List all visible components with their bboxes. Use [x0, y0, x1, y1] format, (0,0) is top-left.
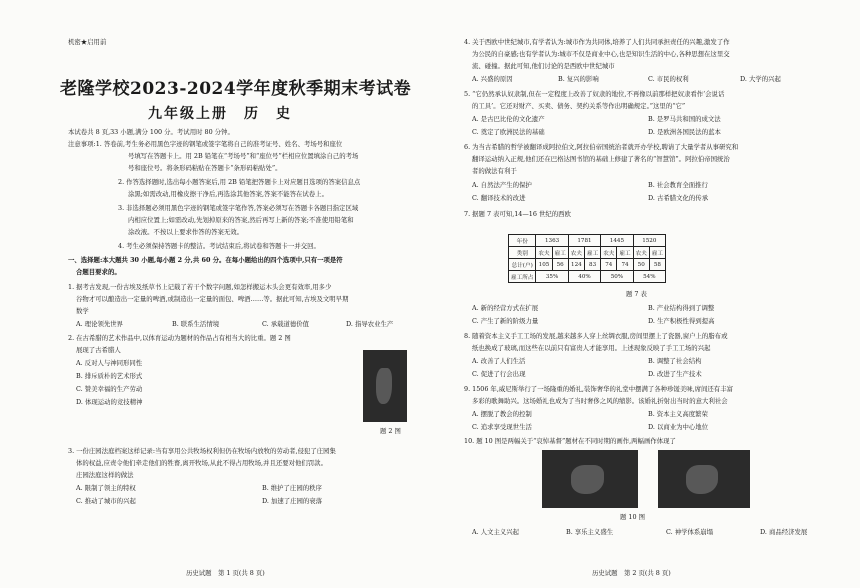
- q2-option-a: A. 反对人与神同形同性: [76, 359, 143, 367]
- table-header-cell: 类别: [509, 247, 536, 259]
- q4-stem: 4. 关于西欧中世纪城市,有学者认为:城市作为共同体,培养了人们共同承担责任的兴趣,激发了作: [464, 38, 730, 46]
- q1-option-a: A. 理论领先世界: [76, 320, 124, 328]
- table-total-cell: 74: [617, 259, 633, 271]
- q4-stem: 流、碰撞。据此可知,他们讨论的是西欧中世纪城市: [472, 62, 615, 70]
- page-footer: 历史试题 第 2 页(共 8 页): [592, 569, 671, 577]
- intro-line: 本试卷共 8 页,33 小题,满分 100 分。考试用时 80 分钟。: [68, 128, 234, 136]
- q7-table: [508, 234, 666, 283]
- q10-option-a: A. 人文主义兴起: [472, 528, 520, 536]
- table-ratio-cell: 40%: [568, 271, 600, 283]
- q9-stem: 多彩的歌舞助兴。这场婚礼也成为了当时奢侈之风的缩影。该婚礼折射出当时的意大利社会: [472, 397, 728, 405]
- section-heading: 合题目要求的。: [76, 268, 121, 276]
- q3-option-d: D. 加速了庄园的衰落: [262, 497, 323, 505]
- notice-line: 注意事项:1. 答卷前,考生务必用黑色字迹的钢笔或签字笔将自己的准考证号、姓名、考场号和座位: [68, 140, 343, 148]
- q4-option-c: C. 市民的权利: [648, 75, 689, 83]
- notice-line: 4. 考生必须保持答题卡的整洁。考试结束后,将试卷和答题卡一并交回。: [118, 242, 320, 250]
- table-type-cell: 雇工: [649, 247, 665, 259]
- exam-subtitle: 九年级上册 历 史: [148, 106, 292, 122]
- q5-option-a: A. 是古巴比伦的文化遗产: [472, 115, 545, 123]
- notice-line: 内相应位置上;如需改动,先划掉原来的答案,然后再写上新的答案;不准使用铅笔和: [128, 216, 354, 224]
- q1-option-c: C. 承载道德价值: [262, 320, 310, 328]
- q4-option-d: D. 大学的兴起: [740, 75, 781, 83]
- q10-option-c: C. 神学体系崩塌: [666, 528, 714, 536]
- table-header-cell: 总计(户): [509, 259, 536, 271]
- q5-stem: 5. “它仍然承认奴隶制,但在一定程度上改善了奴隶的地位,不再像以前那样把奴隶看作‘会说话: [464, 90, 725, 98]
- table-total-cell: 74: [601, 259, 617, 271]
- q9-stem: 9. 1506 年,威尼斯举行了一场隆重的婚礼,装饰奢华的礼堂中摆满了各种珍馐美味,席间还有丰富: [464, 385, 733, 393]
- q7-option-d: D. 生产积极性得到提高: [648, 317, 715, 325]
- page-footer: 历史试题 第 1 页(共 8 页): [186, 569, 265, 577]
- q2-stem: 2. 在古希腊的艺术作品中,以体育运动为题材的作品占有相当大的比重。题 2 图: [68, 334, 291, 342]
- q9-option-c: C. 追求享受现世生活: [472, 423, 532, 431]
- q7-option-a: A. 新的经营方式在扩展: [472, 304, 539, 312]
- notice-line: 号和座位号。将条形码粘贴在答题卡“条形码粘贴处”。: [128, 164, 282, 172]
- q2-option-b: B. 排斥质朴的艺术形式: [76, 372, 143, 380]
- table-total-cell: 58: [649, 259, 665, 271]
- q8-stem: 8. 随着资本主义手工工场的发展,越来越多人穿上丝绸衣服,房间里摆上了瓷器,窗户上的脂布或: [464, 332, 728, 340]
- q3-option-c: C. 推动了城市的兴起: [76, 497, 136, 505]
- q6-stem: 翻译运动纳入正规,他们还在巴格达图书馆的基础上修建了著名的“智慧馆”。阿拉伯帝国统治: [472, 155, 730, 163]
- q8-option-c: C. 促进了行会出现: [472, 370, 526, 378]
- q6-option-c: C. 翻译技术的改进: [472, 194, 526, 202]
- q7-option-b: B. 产业结构得到了调整: [648, 304, 715, 312]
- q3-option-b: B. 维护了庄园的秩序: [262, 484, 322, 492]
- table-year-cell: 1781: [568, 235, 600, 247]
- q8-option-b: B. 调整了社会结构: [648, 357, 702, 365]
- notice-line: 涂黑;如需改动,用橡皮擦干净后,再选涂其他答案,答案不能答在试卷上。: [128, 190, 328, 198]
- q2-image: [363, 350, 407, 422]
- q5-option-d: D. 是欧洲各国民法的蓝本: [648, 128, 721, 136]
- q10-option-d: D. 商品经济发展: [760, 528, 808, 536]
- q2-option-c: C. 赞美幸福的生产劳动: [76, 385, 143, 393]
- q6-option-d: D. 古希腊文化的传承: [648, 194, 709, 202]
- q4-option-a: A. 兴盛的原因: [472, 75, 513, 83]
- table-type-cell: 雇工: [585, 247, 601, 259]
- table-total-cell: 105: [536, 259, 552, 271]
- table-type-cell: 雇工: [617, 247, 633, 259]
- q3-option-a: A. 限制了领主的特权: [76, 484, 136, 492]
- table-total-cell: 124: [568, 259, 584, 271]
- q1-option-b: B. 联系生活情境: [172, 320, 220, 328]
- table-ratio-cell: 35%: [536, 271, 568, 283]
- q9-option-d: D. 以商业为中心地位: [648, 423, 709, 431]
- q3-stem: 体的权益,应责令他们牵走他们的牲畜,离开牧场,从此不得占用牧场,并且还要对他们罚款。: [76, 459, 327, 467]
- notice-line: 3. 非选择题必须用黑色字迹的钢笔或签字笔作答,答案必须写在答题卡各题目指定区域: [118, 204, 359, 212]
- q8-stem: 纸也换成了玻璃,而这些在以前只有富贵人才能享用。上述现象反映了手工工场的兴起: [472, 344, 711, 352]
- q10-image-left: [542, 450, 638, 508]
- exam-page-2: [430, 0, 860, 588]
- notice-line: 2. 作答选择题时,选出每小题答案后,用 2B 铅笔把答题卡上对应题目选项的答案信息点: [118, 178, 361, 186]
- q7-stem: 7. 据题 7 表可知,14—16 世纪的西欧: [464, 210, 571, 218]
- q6-stem: 6. 为当古希腊的哲学被翻译成阿拉伯文,阿拉伯帝国统治者就开办学校,聘请了大量学者从事研究和: [464, 143, 739, 151]
- q5-option-c: C. 奠定了欧洲民法的基础: [472, 128, 545, 136]
- q10-image-right: [658, 450, 750, 508]
- notice-line: 涂改液。不按以上要求作答的答案无效。: [128, 228, 244, 236]
- section-heading: 一、选择题:本大题共 30 小题,每小题 2 分,共 60 分。在每小题给出的四个选项中,只有一项是符: [68, 256, 343, 264]
- exam-title: 老隆学校2023-2024学年度秋季期末考试卷: [60, 79, 412, 99]
- table-year-cell: 1363: [536, 235, 568, 247]
- notice-line: 号填写在答题卡上。用 2B 铅笔在“考场号”和“座位号”栏相应位置填涂自己的考场: [128, 152, 359, 160]
- table-type-cell: 农夫: [568, 247, 584, 259]
- table-total-cell: 83: [585, 259, 601, 271]
- q6-option-a: A. 自然法产生的保护: [472, 181, 532, 189]
- q8-option-a: A. 改善了人们生活: [472, 357, 526, 365]
- q4-stem: 为公民的自豪感;也有学者认为:城市不仅是商业中心,也是知识生活的中心,各种思想在这里交: [472, 50, 730, 58]
- q8-option-d: D. 改进了生产技术: [648, 370, 702, 378]
- q1-stem: 数学: [76, 307, 89, 315]
- table-ratio-cell: 54%: [633, 271, 665, 283]
- q10-stem: 10. 题 10 图是两幅关于“哀悼基督”题材在不同时期的画作,两幅画作体现了: [464, 437, 676, 445]
- q2-stem: 展现了古希腊人: [76, 346, 121, 354]
- q9-option-a: A. 摆脱了教会的控制: [472, 410, 532, 418]
- q5-option-b: B. 是罗马共和国的成文法: [648, 115, 721, 123]
- table-ratio-cell: 50%: [601, 271, 633, 283]
- table-header-cell: 年份: [509, 235, 536, 247]
- table-year-cell: 1520: [633, 235, 665, 247]
- q1-stem: 1. 据考古发现,一份古埃及纸草书上记载了若干个数字问题,如怎样搬运木头会更有效率,用多少: [68, 283, 332, 291]
- q3-stem: 庄园法庭这样的做法: [76, 471, 134, 479]
- table-type-cell: 农夫: [633, 247, 649, 259]
- q3-stem: 3. 一份庄园法庭档案这样记录:当有享用公共牧场权利但仍在牧场内放牧的劳动者,侵犯了庄园集: [68, 447, 336, 455]
- table-type-cell: 农夫: [536, 247, 552, 259]
- secret-label: 机密★启用前: [68, 38, 107, 46]
- q1-option-d: D. 指导农业生产: [346, 320, 394, 328]
- q7-caption: 题 7 表: [626, 290, 647, 298]
- q7-option-c: C. 产生了新的阶级力量: [472, 317, 539, 325]
- q5-stem: 的工具’。它还对财产、买卖、债务、契约关系等作出明确规定。”这里的“它”: [472, 102, 686, 110]
- q6-option-b: B. 社会教育全面推行: [648, 181, 708, 189]
- q1-stem: 谷物才可以酿造出一定量的啤酒,或制造出一定量的面包、啤酒……等。据此可知,古埃及文明早期: [76, 295, 349, 303]
- table-total-cell: 56: [552, 259, 568, 271]
- q9-option-b: B. 资本主义高度繁荣: [648, 410, 708, 418]
- table-year-cell: 1445: [601, 235, 633, 247]
- q4-option-b: B. 复兴的影响: [558, 75, 599, 83]
- table-type-cell: 雇工: [552, 247, 568, 259]
- q2-option-d: D. 体现运动的竞技精神: [76, 398, 143, 406]
- table-header-cell: 雇工所占: [509, 271, 536, 283]
- q6-stem: 者的做法有利于: [472, 167, 517, 175]
- table-total-cell: 50: [633, 259, 649, 271]
- q10-option-b: B. 享乐主义盛生: [566, 528, 614, 536]
- table-type-cell: 农夫: [601, 247, 617, 259]
- q10-caption: 题 10 图: [620, 513, 645, 521]
- q2-caption: 题 2 图: [380, 427, 401, 435]
